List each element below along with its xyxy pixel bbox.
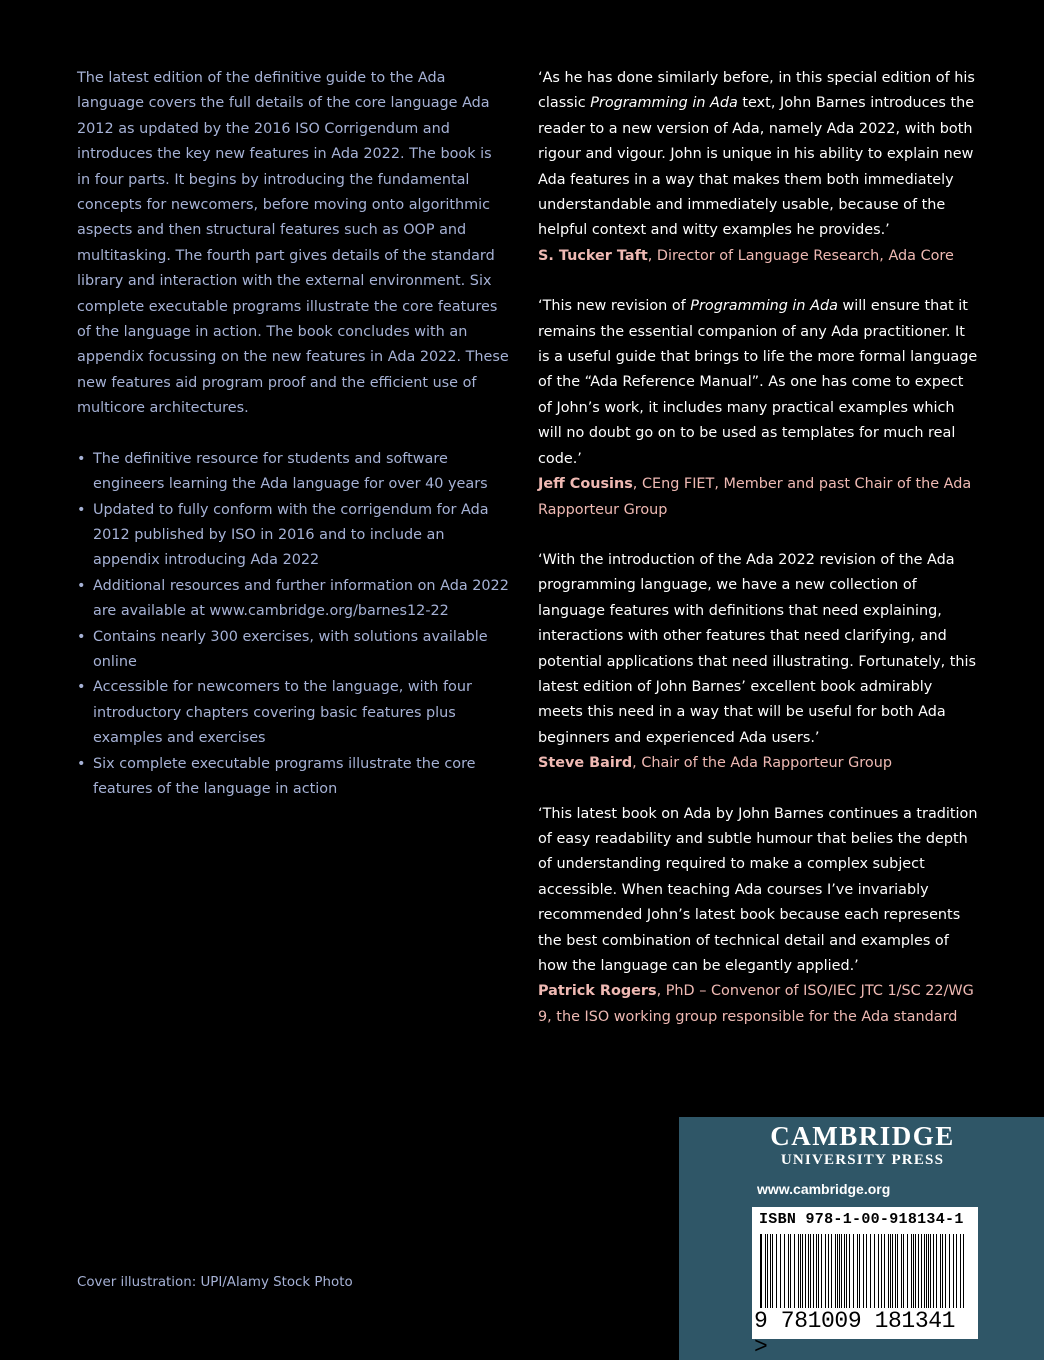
barcode-bar [911, 1234, 912, 1308]
barcode-bar [890, 1234, 891, 1308]
barcode-digits: 9 781009 181341 > [754, 1308, 956, 1360]
barcode-bar [895, 1234, 896, 1308]
barcode-bar [874, 1234, 875, 1308]
feature-item [77, 625, 509, 676]
bullet-icon: • [77, 679, 86, 696]
barcode-bar [835, 1234, 836, 1308]
barcode-bar [921, 1234, 922, 1308]
barcode-bar [798, 1234, 799, 1308]
endorsement [538, 294, 978, 523]
feature-text: The definitive resource for students and software engineers learning the Ada language for over 40 years [93, 450, 488, 493]
endorsement-attribution [538, 751, 978, 776]
barcode-bar [933, 1234, 934, 1308]
endorser-role: , PhD – Convenor of ISO/IEC JTC 1/SC 22/WG 9, the ISO working group responsible for the Ada standard [538, 983, 974, 1025]
feature-text: Updated to fully conform with the corrigendum for Ada 2012 published by ISO in 2016 and to include an appendix introducing Ada 2022 [93, 501, 489, 569]
barcode-bar [831, 1234, 832, 1308]
endorser-role: , CEng FIET, Member and past Chair of the Ada Rapporteur Group [538, 476, 972, 518]
publisher-logo [755, 1123, 970, 1168]
bullet-icon: • [77, 755, 86, 772]
barcode-bar [863, 1234, 864, 1308]
endorsement [538, 66, 978, 269]
barcode-bar [805, 1234, 806, 1308]
barcode [752, 1207, 978, 1360]
barcode-bar [825, 1234, 826, 1308]
cover-credit: Cover illustration: UPI/Alamy Stock Photo [77, 1275, 353, 1290]
barcode-bar [776, 1234, 777, 1308]
barcode-bar [857, 1234, 858, 1308]
barcode-bar [770, 1234, 771, 1308]
barcode-bar [903, 1234, 904, 1308]
barcode-bar [926, 1234, 927, 1308]
bullet-icon: • [77, 577, 86, 594]
feature-item [77, 498, 509, 574]
barcode-bar [897, 1234, 898, 1308]
barcode-bar [888, 1234, 889, 1308]
barcode-bar [837, 1234, 838, 1308]
barcode-bar [760, 1234, 762, 1308]
book-description: The latest edition of the definitive guide to the Ada language covers the full details of the core language Ada 2012 as updated by the 2016 ISO Corrigendum and introduces the key new features in Ada 2022. The book is in four parts. It begins by introducing the fundamental concepts for newcomers, before moving onto algorithmic aspects and then structural features such as OOP and multitasking. The fourth part gives details of the standard library and interaction with the external environment. Six complete executable programs illustrate the core features of the language in action. The book concludes with an appendix focussing on the new features in Ada 2022. These new features aid program proof and the efficient use of multicore architectures. [77, 70, 509, 417]
barcode-bar [878, 1234, 879, 1308]
barcode-bar [930, 1234, 931, 1308]
endorsement-quote: ‘This latest book on Ada by John Barnes continues a tradition of easy readability and subtle humour that belies the depth of understanding required to make a complex subject accessible. When teaching Ada courses I’ve invariably recommended John’s latest book because each represents the best combination of technical detail and examples of how the language can be elegantly applied.’ [538, 805, 978, 974]
barcode-bar [788, 1234, 789, 1308]
feature-text: Six complete executable programs illustrate the core features of the language in action [93, 755, 476, 797]
barcode-bar [784, 1234, 785, 1308]
barcode-bar [901, 1234, 902, 1308]
barcode-bar [913, 1234, 914, 1308]
barcode-bar [963, 1234, 964, 1308]
barcode-bar [828, 1234, 829, 1308]
bullet-icon: • [77, 628, 86, 645]
endorser-name: S. Tucker Taft [538, 247, 648, 264]
barcode-bar [918, 1234, 919, 1308]
endorsement-quote: ‘With the introduction of the Ada 2022 revision of the Ada programming language, we have a new collection of language features with definitions that need explaining, interactions with other features that need clarifying, and potential applications that need illustrating. Fortunately, this latest edition of John Barnes’ excellent book admirably meets this need in a way that will be useful for both Ada beginners and experienced Ada users.’ [538, 551, 977, 746]
barcode-bar [839, 1234, 840, 1308]
feature-text: Contains nearly 300 exercises, with solutions available online [93, 628, 488, 670]
barcode-bar [936, 1234, 937, 1308]
bullet-icon: • [77, 501, 86, 518]
barcode-bar [953, 1234, 954, 1308]
barcode-bar [846, 1234, 847, 1308]
endorser-name: Steve Baird [538, 755, 633, 772]
barcode-bar [960, 1234, 961, 1308]
endorsements-column [538, 66, 978, 1055]
barcode-bar [802, 1234, 803, 1308]
bullet-icon: • [77, 450, 86, 467]
publisher-panel [679, 1117, 1044, 1360]
barcode-bar [821, 1234, 822, 1308]
isbn-text: ISBN 978-1-00-918134-1 [759, 1211, 964, 1228]
endorsement [538, 802, 978, 1031]
publisher-subname: UNIVERSITY PRESS [780, 1152, 945, 1168]
endorsement-attribution [538, 979, 978, 1030]
barcode-bar [870, 1234, 871, 1308]
endorsement [538, 548, 978, 777]
barcode-bar [790, 1234, 791, 1308]
endorser-name: Jeff Cousins [538, 476, 633, 493]
publisher-url: www.cambridge.org [757, 1181, 891, 1197]
feature-item [77, 447, 509, 498]
barcode-bar [892, 1234, 893, 1308]
barcode-bar [866, 1234, 867, 1308]
barcode-bar [794, 1234, 795, 1308]
barcode-bar [841, 1234, 842, 1308]
barcode-bar [949, 1234, 950, 1308]
barcode-bar [915, 1234, 916, 1308]
endorser-role: , Director of Language Research, Ada Core [647, 247, 954, 264]
barcode-bar [849, 1234, 850, 1308]
barcode-bar [853, 1234, 854, 1308]
barcode-bar [884, 1234, 885, 1308]
endorser-name: Patrick Rogers [538, 983, 657, 1000]
barcode-bar [808, 1234, 809, 1308]
feature-text: Additional resources and further information on Ada 2022 are available at www.cambridge.org/barnes12-22 [93, 577, 509, 620]
barcode-bar [942, 1234, 943, 1308]
barcode-bar [907, 1234, 908, 1308]
barcode-bar [810, 1234, 811, 1308]
feature-item [77, 752, 509, 803]
barcode-bar [859, 1234, 860, 1308]
endorsement-quote: ‘This new revision of Programming in Ada will ensure that it remains the essential companion of any Ada practitioner. It is a useful guide that brings to life the more formal language of the “Ada Reference Manual”. As one has come to expect of John’s work, it includes many practical examples which will no doubt go on to be used as templates for much real code.’ [538, 298, 978, 467]
barcode-bar [924, 1234, 925, 1308]
barcode-bar [928, 1234, 929, 1308]
feature-item [77, 574, 509, 625]
book-title: Programming in Ada [690, 298, 838, 315]
barcode-bar [816, 1234, 817, 1308]
barcode-bar [765, 1234, 766, 1308]
endorsement-attribution [538, 244, 978, 269]
feature-item [77, 675, 509, 751]
barcode-bar [881, 1234, 882, 1308]
endorser-role: , Chair of the Ada Rapporteur Group [632, 755, 892, 772]
book-title: Programming in Ada [590, 95, 738, 112]
barcode-bar [813, 1234, 814, 1308]
endorsement-quote: ‘As he has done similarly before, in this special edition of his classic Programming in Ada text, John Barnes introduces the reader to a new version of Ada, namely Ada 2022, with both rigour and vigour. John is unique in his ability to explain new Ada features in a way that makes them both immediately understandable and immediately usable, because of the helpful context and witty examples he provides.’ [538, 70, 975, 239]
barcode-bar [767, 1234, 768, 1308]
endorsement-attribution [538, 472, 978, 523]
barcode-bar [940, 1234, 941, 1308]
barcode-bar [844, 1234, 845, 1308]
barcode-bar [800, 1234, 801, 1308]
barcode-bar [772, 1234, 773, 1308]
publisher-name: CAMBRIDGE [770, 1121, 955, 1151]
feature-text: Accessible for newcomers to the language, with four introductory chapters covering basic features plus examples and exercises [93, 679, 472, 747]
blurb-column [77, 66, 509, 802]
barcode-bar [956, 1234, 957, 1308]
barcode-bar [780, 1234, 781, 1308]
barcode-bar [945, 1234, 946, 1308]
barcode-bar [818, 1234, 819, 1308]
feature-list [77, 447, 509, 803]
barcode-bars-icon [760, 1234, 970, 1308]
